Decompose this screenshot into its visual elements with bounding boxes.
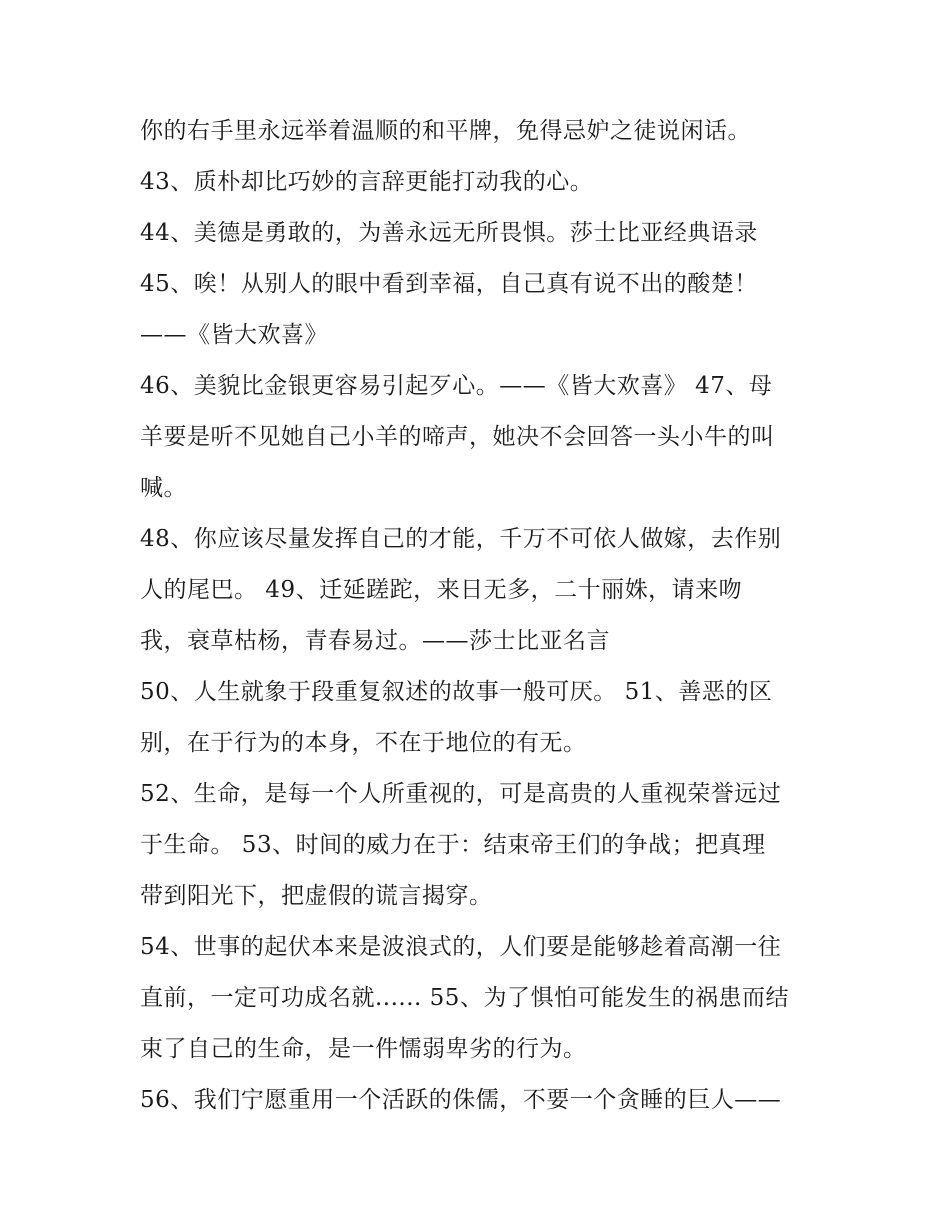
text-line: 人的尾巴。 49、迁延蹉跎，来日无多，二十丽姝，请来吻: [140, 577, 743, 603]
text-line: 喊。: [140, 475, 187, 501]
text-line: 你的右手里永远举着温顺的和平牌，免得忌妒之徒说闲话。: [140, 118, 751, 144]
quote-text-block: [140, 106, 820, 1126]
text-line: 48、你应该尽量发挥自己的才能，千万不可依人做嫁，去作别: [140, 526, 782, 552]
text-line: 44、美德是勇敢的，为善永远无所畏惧。莎士比亚经典语录: [140, 220, 758, 246]
text-line: 别，在于行为的本身，不在于地位的有无。: [140, 730, 587, 756]
text-line: 52、生命，是每一个人所重视的，可是高贵的人重视荣誉远过: [140, 781, 782, 807]
text-line: 束了自己的生命，是一件懦弱卑劣的行为。: [140, 1036, 587, 1062]
text-line: ——《皆大欢喜》: [140, 322, 328, 348]
text-line: 43、质朴却比巧妙的言辞更能打动我的心。: [140, 169, 594, 195]
text-line: 我，衰草枯杨，青春易过。——莎士比亚名言: [140, 628, 610, 654]
text-line: 45、唉！从别人的眼中看到幸福，自己真有说不出的酸楚！: [140, 271, 758, 297]
text-line: 直前，一定可功成名就...... 55、为了惧怕可能发生的祸患而结: [140, 985, 789, 1011]
text-line: 46、美貌比金银更容易引起歹心。——《皆大欢喜》 47、母: [140, 373, 773, 399]
text-line: 56、我们宁愿重用一个活跃的侏儒，不要一个贪睡的巨人——: [140, 1087, 782, 1113]
text-line: 54、世事的起伏本来是波浪式的，人们要是能够趁着高潮一往: [140, 934, 782, 960]
text-line: 带到阳光下，把虚假的谎言揭穿。: [140, 883, 493, 909]
text-line: 羊要是听不见她自己小羊的啼声，她决不会回答一头小牛的叫: [140, 424, 775, 450]
text-line: 50、人生就象于段重复叙述的故事一般可厌。 51、善恶的区: [140, 679, 773, 705]
text-line: 于生命。 53、时间的威力在于：结束帝王们的争战；把真理: [140, 832, 766, 858]
